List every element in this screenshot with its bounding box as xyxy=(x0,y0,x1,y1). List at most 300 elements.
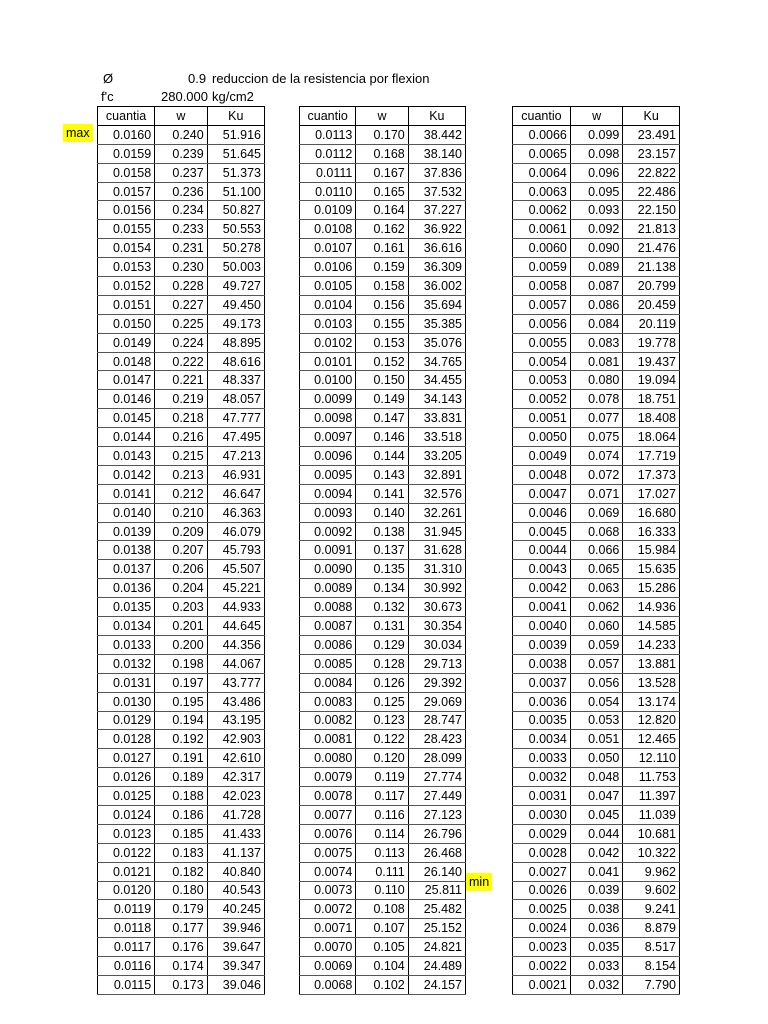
cell-ratio: 0.0150 xyxy=(98,314,155,333)
table-row xyxy=(513,201,680,220)
cell-ratio: 0.0109 xyxy=(300,201,356,220)
cell-ratio: 0.0050 xyxy=(513,428,571,447)
column-header-ratio: cuantia xyxy=(98,107,155,126)
table-row xyxy=(300,957,466,976)
cell-ratio: 0.0042 xyxy=(513,579,571,598)
cell-w: 0.153 xyxy=(356,333,408,352)
table-row xyxy=(98,352,265,371)
cell-ratio: 0.0117 xyxy=(98,938,155,957)
cell-ratio: 0.0029 xyxy=(513,824,571,843)
cell-w: 0.231 xyxy=(155,239,207,258)
table-header-row xyxy=(513,107,680,126)
cell-ratio: 0.0088 xyxy=(300,598,356,617)
cell-ku: 28.423 xyxy=(408,730,465,749)
cell-ku: 44.645 xyxy=(207,617,264,636)
cell-ku: 43.777 xyxy=(207,673,264,692)
cell-ratio: 0.0120 xyxy=(98,881,155,900)
column-header-w: w xyxy=(570,107,622,126)
cell-ku: 42.903 xyxy=(207,730,264,749)
table-row xyxy=(300,730,466,749)
cell-ku: 18.408 xyxy=(623,409,680,428)
cell-ku: 20.799 xyxy=(623,277,680,296)
cell-ratio: 0.0100 xyxy=(300,371,356,390)
cell-w: 0.078 xyxy=(570,390,622,409)
table-row xyxy=(300,919,466,938)
cell-ratio: 0.0057 xyxy=(513,295,571,314)
table-row xyxy=(98,125,265,144)
cell-ku: 23.157 xyxy=(623,144,680,163)
cell-ratio: 0.0021 xyxy=(513,975,571,994)
table-row xyxy=(98,749,265,768)
cell-ku: 24.821 xyxy=(408,938,465,957)
cell-ku: 50.827 xyxy=(207,201,264,220)
cell-w: 0.129 xyxy=(356,635,408,654)
cell-ratio: 0.0053 xyxy=(513,371,571,390)
cell-ku: 32.261 xyxy=(408,503,465,522)
table-row xyxy=(300,598,466,617)
table-row xyxy=(98,768,265,787)
cell-w: 0.054 xyxy=(570,692,622,711)
cell-ku: 20.459 xyxy=(623,295,680,314)
cell-ku: 28.747 xyxy=(408,711,465,730)
cell-ku: 41.433 xyxy=(207,824,264,843)
cell-w: 0.201 xyxy=(155,617,207,636)
cell-ku: 14.936 xyxy=(623,598,680,617)
cell-ratio: 0.0142 xyxy=(98,465,155,484)
cell-ku: 30.992 xyxy=(408,579,465,598)
cell-w: 0.057 xyxy=(570,654,622,673)
table-row xyxy=(98,579,265,598)
cell-ku: 29.069 xyxy=(408,692,465,711)
cell-ku: 42.023 xyxy=(207,787,264,806)
cell-w: 0.183 xyxy=(155,843,207,862)
cell-w: 0.081 xyxy=(570,352,622,371)
cell-ku: 24.489 xyxy=(408,957,465,976)
cell-ku: 37.227 xyxy=(408,201,465,220)
table-row xyxy=(300,371,466,390)
cell-ku: 45.221 xyxy=(207,579,264,598)
cell-ratio: 0.0121 xyxy=(98,862,155,881)
cell-ku: 49.450 xyxy=(207,295,264,314)
table-row xyxy=(300,409,466,428)
cell-w: 0.228 xyxy=(155,277,207,296)
cell-ku: 34.455 xyxy=(408,371,465,390)
cell-ratio: 0.0104 xyxy=(300,295,356,314)
table-row xyxy=(300,201,466,220)
cell-w: 0.059 xyxy=(570,635,622,654)
cell-ratio: 0.0111 xyxy=(300,163,356,182)
cell-ku: 25.152 xyxy=(408,919,465,938)
cell-ratio: 0.0070 xyxy=(300,938,356,957)
cell-ratio: 0.0022 xyxy=(513,957,571,976)
phi-description: reduccion de la resistencia por flexion xyxy=(212,71,430,86)
table-row xyxy=(300,239,466,258)
cell-ratio: 0.0110 xyxy=(300,182,356,201)
cell-ratio: 0.0144 xyxy=(98,428,155,447)
cell-ratio: 0.0105 xyxy=(300,277,356,296)
table-row xyxy=(300,314,466,333)
cell-ku: 31.310 xyxy=(408,560,465,579)
cell-ku: 9.241 xyxy=(623,900,680,919)
column-header-ku: Ku xyxy=(623,107,680,126)
cell-w: 0.102 xyxy=(356,975,408,994)
cell-w: 0.095 xyxy=(570,182,622,201)
cell-ratio: 0.0157 xyxy=(98,182,155,201)
table-row xyxy=(98,371,265,390)
cell-w: 0.138 xyxy=(356,522,408,541)
cell-ku: 30.673 xyxy=(408,598,465,617)
table-row xyxy=(98,843,265,862)
table-row xyxy=(300,390,466,409)
cell-w: 0.174 xyxy=(155,957,207,976)
cell-ratio: 0.0156 xyxy=(98,201,155,220)
cell-w: 0.222 xyxy=(155,352,207,371)
table-row xyxy=(300,352,466,371)
table-header-row xyxy=(300,107,466,126)
cell-ratio: 0.0155 xyxy=(98,220,155,239)
cell-ku: 44.356 xyxy=(207,635,264,654)
cell-ku: 15.635 xyxy=(623,560,680,579)
cell-ratio: 0.0096 xyxy=(300,447,356,466)
cell-w: 0.158 xyxy=(356,277,408,296)
phi-symbol: Ø xyxy=(103,71,114,86)
table-row xyxy=(300,843,466,862)
cell-ratio: 0.0123 xyxy=(98,824,155,843)
cell-w: 0.047 xyxy=(570,787,622,806)
cell-ratio: 0.0030 xyxy=(513,805,571,824)
cell-ku: 12.465 xyxy=(623,730,680,749)
table-row xyxy=(300,749,466,768)
table-row xyxy=(513,258,680,277)
table-row xyxy=(300,465,466,484)
table-row xyxy=(300,635,466,654)
cell-ratio: 0.0082 xyxy=(300,711,356,730)
cell-w: 0.191 xyxy=(155,749,207,768)
table-row xyxy=(513,125,680,144)
cell-w: 0.062 xyxy=(570,598,622,617)
fc-value: 280.000 xyxy=(161,89,208,104)
cell-ratio: 0.0073 xyxy=(300,881,356,900)
cell-ku: 32.891 xyxy=(408,465,465,484)
cell-ku: 27.449 xyxy=(408,787,465,806)
table-row xyxy=(513,390,680,409)
cell-w: 0.045 xyxy=(570,805,622,824)
cell-w: 0.068 xyxy=(570,522,622,541)
table-row xyxy=(98,314,265,333)
cell-ku: 29.392 xyxy=(408,673,465,692)
cell-w: 0.110 xyxy=(356,881,408,900)
cell-ratio: 0.0032 xyxy=(513,768,571,787)
cell-w: 0.120 xyxy=(356,749,408,768)
cell-ku: 14.585 xyxy=(623,617,680,636)
cell-ratio: 0.0153 xyxy=(98,258,155,277)
cell-ratio: 0.0112 xyxy=(300,144,356,163)
table-row xyxy=(300,144,466,163)
cell-w: 0.141 xyxy=(356,484,408,503)
table-row xyxy=(300,277,466,296)
cell-ratio: 0.0038 xyxy=(513,654,571,673)
cell-ku: 39.347 xyxy=(207,957,264,976)
cell-w: 0.125 xyxy=(356,692,408,711)
table-row xyxy=(513,975,680,994)
cell-ratio: 0.0151 xyxy=(98,295,155,314)
cell-ratio: 0.0024 xyxy=(513,919,571,938)
cell-ratio: 0.0116 xyxy=(98,957,155,976)
cell-ratio: 0.0080 xyxy=(300,749,356,768)
table-row xyxy=(513,881,680,900)
cell-w: 0.198 xyxy=(155,654,207,673)
table-row xyxy=(300,163,466,182)
table-row xyxy=(513,579,680,598)
table-row xyxy=(98,503,265,522)
cell-ratio: 0.0137 xyxy=(98,560,155,579)
cell-w: 0.050 xyxy=(570,749,622,768)
cell-ku: 12.820 xyxy=(623,711,680,730)
cell-w: 0.173 xyxy=(155,975,207,994)
table-row xyxy=(98,390,265,409)
table-row xyxy=(300,447,466,466)
cell-ku: 17.719 xyxy=(623,447,680,466)
cell-ratio: 0.0064 xyxy=(513,163,571,182)
table-row xyxy=(513,295,680,314)
table-row xyxy=(513,333,680,352)
cell-ku: 26.468 xyxy=(408,843,465,862)
cell-ratio: 0.0084 xyxy=(300,673,356,692)
cell-ku: 22.486 xyxy=(623,182,680,201)
table-row xyxy=(98,975,265,994)
cell-w: 0.204 xyxy=(155,579,207,598)
cell-w: 0.177 xyxy=(155,919,207,938)
cell-w: 0.066 xyxy=(570,541,622,560)
cell-ku: 9.962 xyxy=(623,862,680,881)
table-row xyxy=(513,805,680,824)
cell-ku: 29.713 xyxy=(408,654,465,673)
cell-ratio: 0.0160 xyxy=(98,125,155,144)
table-row xyxy=(513,314,680,333)
cell-w: 0.203 xyxy=(155,598,207,617)
table-header-row xyxy=(98,107,265,126)
cell-ratio: 0.0076 xyxy=(300,824,356,843)
cell-ku: 34.765 xyxy=(408,352,465,371)
table-row xyxy=(513,919,680,938)
cell-ku: 13.528 xyxy=(623,673,680,692)
cell-w: 0.195 xyxy=(155,692,207,711)
cell-ku: 45.793 xyxy=(207,541,264,560)
cell-ku: 39.647 xyxy=(207,938,264,957)
table-row xyxy=(98,711,265,730)
cell-ratio: 0.0159 xyxy=(98,144,155,163)
cell-ratio: 0.0146 xyxy=(98,390,155,409)
cell-ratio: 0.0124 xyxy=(98,805,155,824)
cell-w: 0.159 xyxy=(356,258,408,277)
cell-ku: 33.518 xyxy=(408,428,465,447)
table-row xyxy=(98,598,265,617)
table-row xyxy=(513,371,680,390)
cell-ku: 30.354 xyxy=(408,617,465,636)
cell-w: 0.227 xyxy=(155,295,207,314)
cell-ku: 13.881 xyxy=(623,654,680,673)
cell-ratio: 0.0055 xyxy=(513,333,571,352)
cell-ku: 49.727 xyxy=(207,277,264,296)
column-header-ratio: cuantio xyxy=(513,107,571,126)
table-row xyxy=(513,144,680,163)
cell-ratio: 0.0129 xyxy=(98,711,155,730)
cell-w: 0.188 xyxy=(155,787,207,806)
cell-w: 0.051 xyxy=(570,730,622,749)
cell-ku: 28.099 xyxy=(408,749,465,768)
cell-w: 0.134 xyxy=(356,579,408,598)
cell-w: 0.210 xyxy=(155,503,207,522)
cell-ku: 44.067 xyxy=(207,654,264,673)
cell-ku: 46.647 xyxy=(207,484,264,503)
table-row xyxy=(300,617,466,636)
cell-w: 0.038 xyxy=(570,900,622,919)
table-row xyxy=(98,617,265,636)
table-row xyxy=(300,182,466,201)
cell-ratio: 0.0065 xyxy=(513,144,571,163)
table-row xyxy=(513,163,680,182)
cell-w: 0.200 xyxy=(155,635,207,654)
cell-w: 0.240 xyxy=(155,125,207,144)
table-row xyxy=(513,617,680,636)
cell-w: 0.080 xyxy=(570,371,622,390)
cell-w: 0.107 xyxy=(356,919,408,938)
cell-w: 0.147 xyxy=(356,409,408,428)
table-row xyxy=(98,428,265,447)
table-row xyxy=(98,201,265,220)
cell-ratio: 0.0090 xyxy=(300,560,356,579)
cell-ku: 48.895 xyxy=(207,333,264,352)
cell-w: 0.221 xyxy=(155,371,207,390)
table-row xyxy=(300,805,466,824)
cell-ku: 27.774 xyxy=(408,768,465,787)
cell-ku: 24.157 xyxy=(408,975,465,994)
cell-w: 0.182 xyxy=(155,862,207,881)
cell-ku: 51.373 xyxy=(207,163,264,182)
cell-ratio: 0.0048 xyxy=(513,465,571,484)
cell-ratio: 0.0098 xyxy=(300,409,356,428)
cell-ratio: 0.0063 xyxy=(513,182,571,201)
fc-label: f'c xyxy=(101,89,114,104)
table-row xyxy=(513,560,680,579)
cell-ratio: 0.0086 xyxy=(300,635,356,654)
table-row xyxy=(513,239,680,258)
cell-ratio: 0.0106 xyxy=(300,258,356,277)
cell-ku: 43.486 xyxy=(207,692,264,711)
table-row xyxy=(300,975,466,994)
cell-w: 0.146 xyxy=(356,428,408,447)
table-row xyxy=(513,692,680,711)
cell-ratio: 0.0143 xyxy=(98,447,155,466)
table-row xyxy=(98,635,265,654)
cell-w: 0.207 xyxy=(155,541,207,560)
cell-w: 0.234 xyxy=(155,201,207,220)
cell-w: 0.105 xyxy=(356,938,408,957)
column-header-w: w xyxy=(356,107,408,126)
cell-w: 0.218 xyxy=(155,409,207,428)
cell-w: 0.135 xyxy=(356,560,408,579)
cell-ku: 10.322 xyxy=(623,843,680,862)
column-header-w: w xyxy=(155,107,207,126)
cell-ratio: 0.0074 xyxy=(300,862,356,881)
cell-ratio: 0.0043 xyxy=(513,560,571,579)
cell-w: 0.111 xyxy=(356,862,408,881)
max-marker: max xyxy=(63,124,93,142)
cell-w: 0.206 xyxy=(155,560,207,579)
cell-ku: 49.173 xyxy=(207,314,264,333)
cell-w: 0.186 xyxy=(155,805,207,824)
cell-ku: 20.119 xyxy=(623,314,680,333)
cell-ratio: 0.0051 xyxy=(513,409,571,428)
cell-ratio: 0.0091 xyxy=(300,541,356,560)
cell-ku: 12.110 xyxy=(623,749,680,768)
cell-ratio: 0.0083 xyxy=(300,692,356,711)
cell-ratio: 0.0089 xyxy=(300,579,356,598)
cell-ku: 50.553 xyxy=(207,220,264,239)
column-header-ku: Ku xyxy=(408,107,465,126)
table-row xyxy=(300,522,466,541)
cell-w: 0.099 xyxy=(570,125,622,144)
cell-ku: 35.076 xyxy=(408,333,465,352)
min-marker: min xyxy=(466,873,492,891)
cell-ku: 8.517 xyxy=(623,938,680,957)
cell-ratio: 0.0131 xyxy=(98,673,155,692)
cell-ku: 47.495 xyxy=(207,428,264,447)
table-row xyxy=(98,730,265,749)
cell-w: 0.192 xyxy=(155,730,207,749)
table-row xyxy=(98,163,265,182)
column-header-ku: Ku xyxy=(207,107,264,126)
cell-w: 0.087 xyxy=(570,277,622,296)
cell-w: 0.162 xyxy=(356,220,408,239)
cell-w: 0.236 xyxy=(155,182,207,201)
cell-ratio: 0.0049 xyxy=(513,447,571,466)
table-row xyxy=(98,673,265,692)
cell-w: 0.164 xyxy=(356,201,408,220)
table-row xyxy=(98,182,265,201)
cell-ratio: 0.0081 xyxy=(300,730,356,749)
cell-ku: 8.154 xyxy=(623,957,680,976)
table-row xyxy=(300,938,466,957)
cell-ku: 21.476 xyxy=(623,239,680,258)
cell-ku: 34.143 xyxy=(408,390,465,409)
cell-ratio: 0.0062 xyxy=(513,201,571,220)
cell-ratio: 0.0078 xyxy=(300,787,356,806)
cell-ku: 26.140 xyxy=(408,862,465,881)
cell-ku: 14.233 xyxy=(623,635,680,654)
cell-ratio: 0.0045 xyxy=(513,522,571,541)
table-row xyxy=(300,673,466,692)
cell-ku: 21.138 xyxy=(623,258,680,277)
cell-ratio: 0.0136 xyxy=(98,579,155,598)
cell-ku: 36.309 xyxy=(408,258,465,277)
cell-ratio: 0.0099 xyxy=(300,390,356,409)
cell-w: 0.216 xyxy=(155,428,207,447)
cell-ku: 33.831 xyxy=(408,409,465,428)
cell-ku: 30.034 xyxy=(408,635,465,654)
table-row xyxy=(300,541,466,560)
table-row xyxy=(513,787,680,806)
cell-ratio: 0.0072 xyxy=(300,900,356,919)
cell-ratio: 0.0149 xyxy=(98,333,155,352)
cell-ratio: 0.0061 xyxy=(513,220,571,239)
table-row xyxy=(513,220,680,239)
cell-ratio: 0.0025 xyxy=(513,900,571,919)
cell-w: 0.230 xyxy=(155,258,207,277)
cell-w: 0.048 xyxy=(570,768,622,787)
cell-w: 0.104 xyxy=(356,957,408,976)
table-row xyxy=(513,447,680,466)
